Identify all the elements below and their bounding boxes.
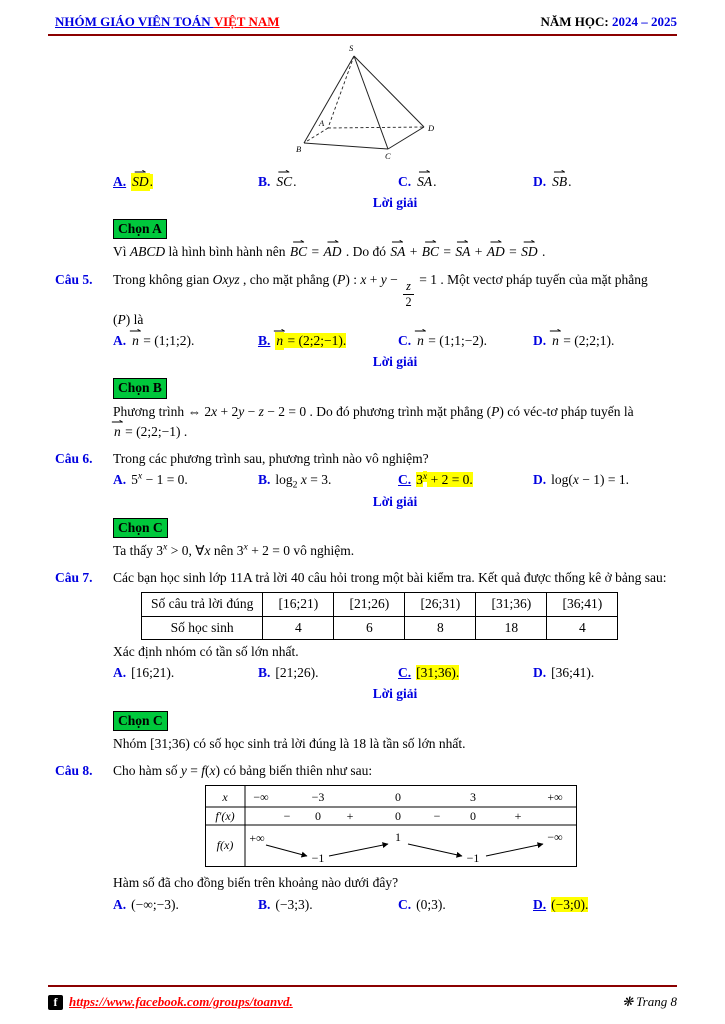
bbt-sign: + (346, 809, 354, 824)
option-letter: C. (398, 173, 412, 189)
footer-left (48, 993, 293, 1011)
header-cell: [31;36) (476, 593, 547, 616)
chosen-answer-badge: Chọn A (113, 219, 167, 239)
q6-explanation: Ta thấy $3^x > 0$, ∀x nên $3^x + 2 = 0$ vô nghiệm. (113, 541, 355, 558)
option-letter: D. (533, 665, 547, 681)
bbt-f-value: +∞ (249, 831, 265, 846)
option-content: $5^x - 1 = 0$. (131, 470, 188, 488)
option-c (398, 896, 533, 914)
option-b (258, 896, 398, 914)
question-8 (55, 762, 677, 914)
value-cell: 4 (547, 616, 618, 639)
page-number (622, 993, 677, 1011)
option-letter: A. (113, 665, 127, 681)
bbt-row-label-f: f(x) (216, 838, 234, 853)
option-letter: C. (398, 472, 412, 488)
bbt-x-value: 3 (470, 790, 476, 805)
option-content: n ⇀ = (2;2;1). (551, 333, 614, 348)
question-7 (55, 569, 677, 753)
question-number: Câu 7. (55, 570, 93, 586)
option-content: (−3;0). (551, 896, 589, 912)
question-6 (55, 450, 677, 560)
option-content: SB ⇀. (551, 174, 571, 189)
page-header (0, 0, 725, 31)
q5-explanation-line2: n ⇀ = (2;2;−1) . (113, 423, 677, 441)
option-letter: B. (258, 173, 271, 189)
option-letter: D. (533, 472, 547, 488)
question-text: Cho hàm số y = f(x) có bảng biến thiên như sau: (113, 762, 373, 778)
bbt-f-value: −1 (311, 851, 325, 866)
chon-wrap (113, 518, 677, 538)
option-content: n ⇀ = (2;2;−1). (275, 333, 346, 348)
option-letter: B. (258, 472, 271, 488)
option-d (533, 332, 677, 350)
question-number: Câu 8. (55, 762, 93, 778)
bbt-x-value: −3 (311, 790, 325, 805)
loigiai-label: Lời giải (372, 194, 418, 210)
group-title: NHÓM GIÁO VIÊN TOÁN VIỆT NAM (55, 14, 280, 29)
question-text: Trong không gian Oxyz , cho mặt phẳng (P) : x + y − $\frac{z}{2}$ = 1 . Một vectơ pháp tuyến của mặt phẳng (113, 271, 648, 310)
bbt-sign: 0 (395, 809, 401, 824)
question-5 (55, 271, 677, 441)
option-letter: D. (533, 333, 547, 349)
question-number: Câu 5. (55, 271, 93, 287)
q4-options-row (113, 173, 677, 191)
value-cell: 4 (263, 616, 334, 639)
bbt-x-value: +∞ (547, 790, 563, 805)
value-cell: Số học sinh (142, 616, 263, 639)
option-letter: A. (113, 472, 127, 488)
header-cell: [21;26) (334, 593, 405, 616)
value-cell: 6 (334, 616, 405, 639)
table-header-row (142, 593, 618, 616)
option-letter: C. (398, 896, 412, 912)
option-letter: B. (258, 333, 271, 349)
facebook-icon[interactable]: f (48, 995, 63, 1010)
option-letter: D. (533, 173, 547, 189)
option-d (533, 664, 677, 682)
loigiai-label: Lời giải (372, 493, 418, 509)
bbt-x-value: −∞ (253, 790, 269, 805)
pyramid-figure (291, 42, 441, 164)
header-cell: [26;31) (405, 593, 476, 616)
option-a (113, 471, 258, 489)
chosen-answer-badge: Chọn C (113, 518, 168, 538)
q4-explanation: Vì ABCD là hình bình hành nên BC ⇀ = AD ⇀ . Do đó SA ⇀ + BC ⇀ = SA ⇀ + AD ⇀ = SD ⇀ . (113, 243, 677, 261)
option-a (113, 664, 258, 682)
option-letter: C. (398, 665, 412, 681)
frequency-table (141, 592, 618, 639)
bbt-wrap (205, 785, 677, 872)
option-a (113, 332, 258, 350)
header-cell: [36;41) (547, 593, 618, 616)
vertex-label-d: D (428, 122, 435, 133)
chosen-answer-badge: Chọn C (113, 711, 168, 731)
table-value-row (142, 616, 618, 639)
option-b (258, 173, 398, 191)
vertex-label-c: C (385, 150, 391, 161)
option-content: $\log_2 x = 3$. (275, 472, 332, 492)
option-content: $3^x + 2 = 0$. (416, 470, 473, 488)
bbt-row-label-fprime: f′(x) (215, 809, 235, 824)
q7-options-row (113, 664, 677, 682)
chon-wrap (113, 711, 677, 731)
option-content: n ⇀ = (1;1;−2). (416, 333, 487, 348)
vertex-label-s: S (349, 42, 354, 53)
option-c (398, 664, 533, 682)
q7-explanation: Nhóm [31;36) có số học sinh trả lời đúng là 18 là tần số lớn nhất. (113, 735, 466, 751)
option-letter: B. (258, 665, 271, 681)
option-content: (−3;3). (275, 896, 313, 912)
option-d (533, 471, 677, 489)
option-content: log(x − 1) = 1. (551, 472, 629, 488)
bbt-row-label-x: x (222, 790, 228, 805)
facebook-group-link[interactable]: https://www.facebook.com/groups/toanvd. (69, 994, 293, 1010)
option-letter: C. (398, 333, 412, 349)
option-content: n ⇀ = (1;1;2). (131, 333, 194, 348)
option-a (113, 173, 258, 191)
bbt-f-value: 1 (395, 830, 401, 845)
bbt-sign: − (283, 809, 291, 824)
option-letter: A. (113, 333, 127, 349)
chon-wrap (113, 378, 677, 398)
loigiai-label: Lời giải (372, 686, 418, 702)
option-letter: B. (258, 896, 271, 912)
option-content: [16;21). (131, 665, 175, 681)
q5-explanation: Phương trình ⇔ 2x + 2y − z − 2 = 0 . Do đó phương trình mặt phẳng (P) có véc-tơ pháp tuyến là (113, 403, 634, 419)
question-note: Xác định nhóm có tần số lớn nhất. (113, 643, 299, 659)
option-content: [21;26). (275, 665, 319, 681)
question-4-block (55, 173, 677, 262)
bbt-f-value: −∞ (547, 830, 563, 845)
option-content: SA ⇀. (416, 174, 436, 189)
option-content: [36;41). (551, 665, 595, 681)
question-prompt: Hàm số đã cho đồng biến trên khoảng nào dưới đây? (113, 875, 399, 891)
option-letter: D. (533, 896, 547, 912)
header-cell: Số câu trả lời đúng (142, 593, 263, 616)
option-letter: A. (113, 896, 127, 912)
option-letter: A. (113, 173, 127, 189)
chosen-answer-badge: Chọn B (113, 378, 167, 398)
q5-options-row (113, 332, 677, 350)
option-content: (0;3). (416, 896, 446, 912)
page-content (0, 36, 725, 914)
q6-options-row (113, 470, 677, 492)
bbt-sign: 0 (315, 809, 321, 824)
school-year: NĂM HỌC: 2024 – 2025 (540, 14, 677, 29)
variation-table (205, 785, 577, 867)
option-content: SD ⇀. (131, 174, 153, 189)
option-content: (−∞;−3). (131, 896, 179, 912)
option-content: [31;36). (416, 665, 460, 681)
flower-icon: ❋ (622, 994, 634, 1010)
vertex-label-a: A (319, 117, 325, 128)
header-cell: [16;21) (263, 593, 334, 616)
page-footer (48, 985, 677, 1011)
option-a (113, 896, 258, 914)
option-content: SC ⇀. (275, 174, 296, 189)
option-c (398, 173, 533, 191)
figure-wrap (55, 42, 677, 169)
loigiai-label: Lời giải (372, 354, 418, 370)
option-b (258, 471, 398, 492)
bbt-sign: − (433, 809, 441, 824)
value-cell: 8 (405, 616, 476, 639)
bbt-sign: + (514, 809, 522, 824)
option-c (398, 332, 533, 350)
option-b (258, 332, 398, 350)
bbt-f-value: −1 (466, 851, 480, 866)
question-text: Các bạn học sinh lớp 11A trả lời 40 câu hỏi trong một bài kiểm tra. Kết quả được thống kê ở bảng sau: (113, 570, 667, 586)
option-d (533, 173, 677, 191)
value-cell: 18 (476, 616, 547, 639)
q8-options-row (113, 896, 677, 914)
vertex-label-b: B (296, 143, 302, 154)
page-number-label: Trang 8 (636, 994, 677, 1010)
option-d (533, 896, 677, 914)
question-text: Trong các phương trình sau, phương trình nào vô nghiệm? (113, 451, 429, 467)
option-b (258, 664, 398, 682)
question-number: Câu 6. (55, 451, 93, 467)
bbt-x-value: 0 (395, 790, 401, 805)
bbt-sign: 0 (470, 809, 476, 824)
question-text-line2: (P) là (113, 311, 144, 327)
option-c (398, 471, 533, 489)
